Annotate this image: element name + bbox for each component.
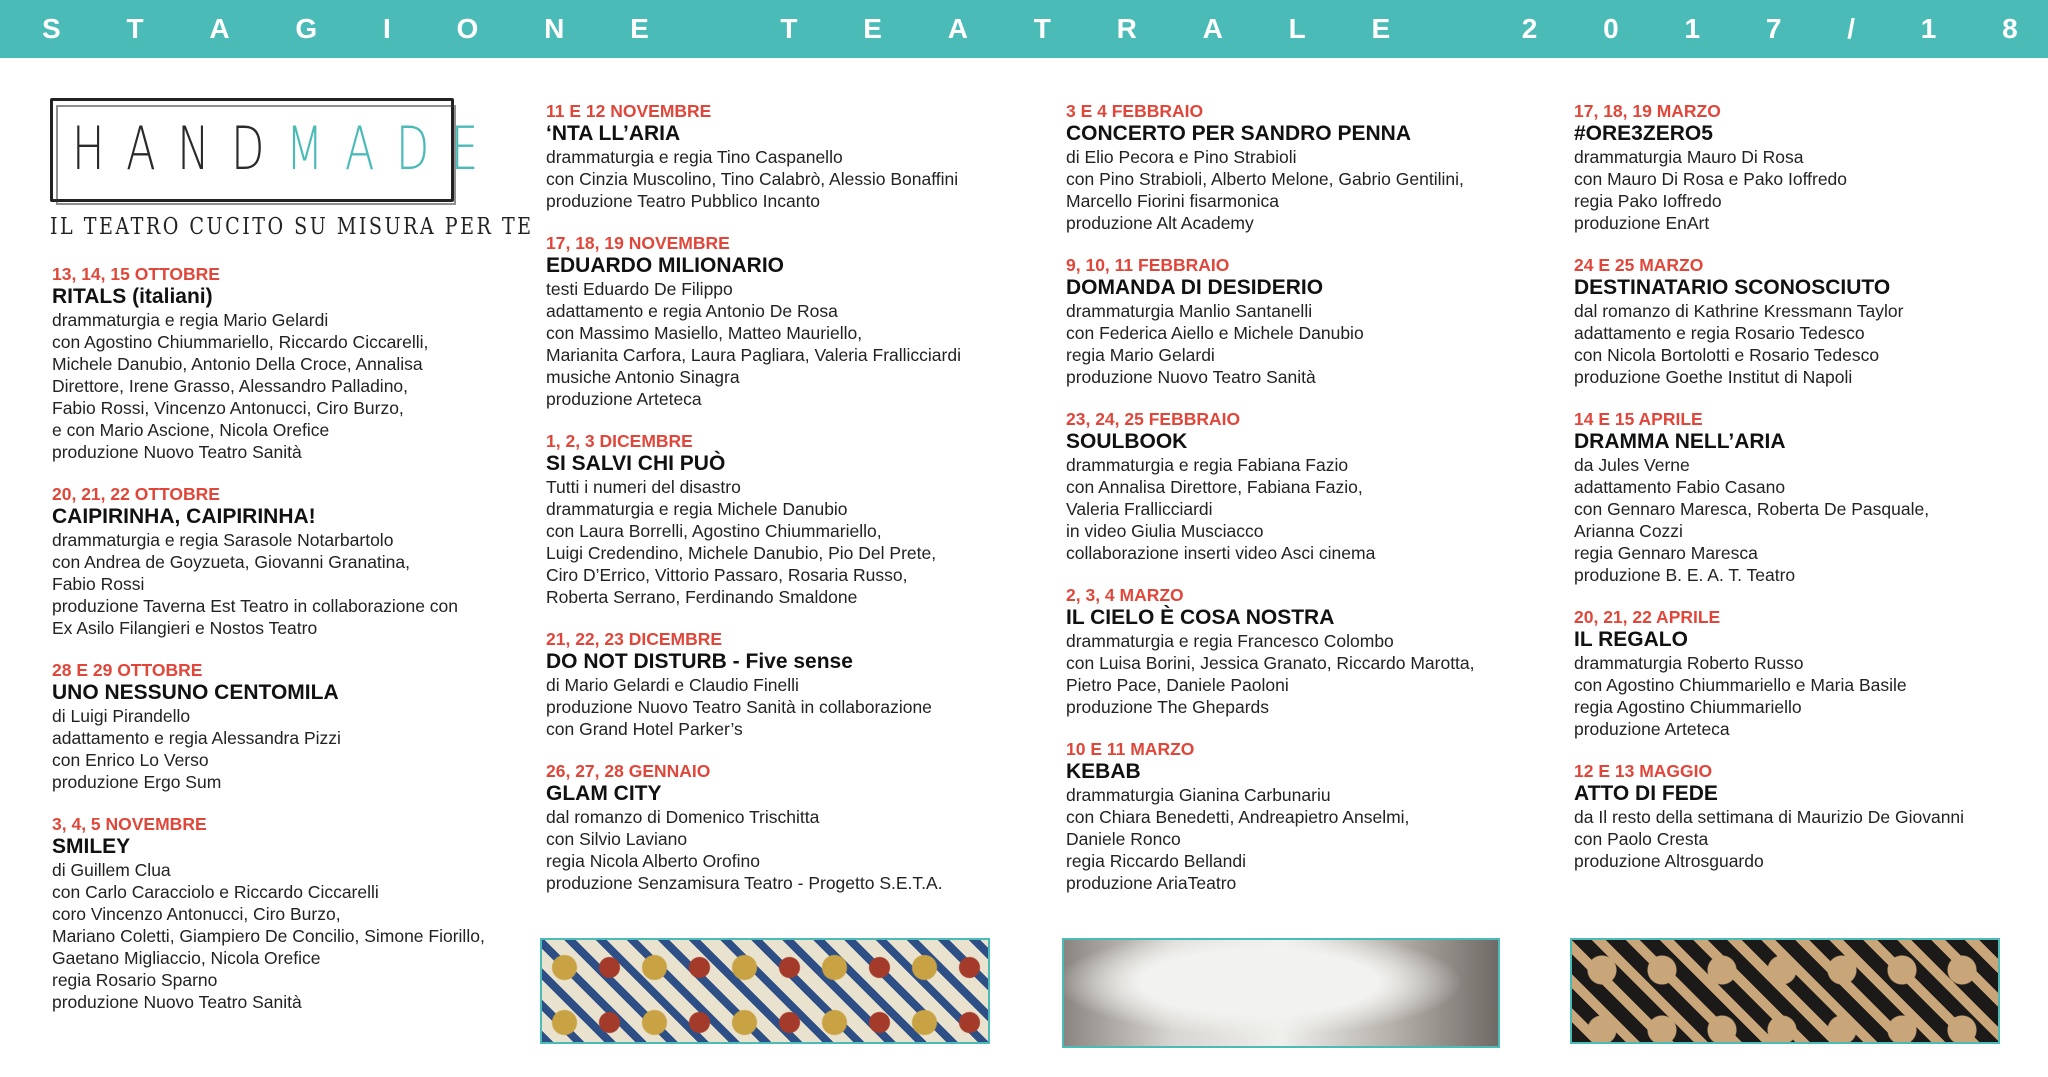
show-credit-line: di Elio Pecora e Pino Strabioli xyxy=(1066,147,1297,167)
show-title: SOULBOOK xyxy=(1066,430,1188,453)
show-entry xyxy=(546,760,1016,894)
show-credit-line: produzione Ergo Sum xyxy=(52,772,222,792)
show-credit-line: con Chiara Benedetti, Andreapietro Anselmi, xyxy=(1066,807,1410,827)
show-credit-line: dal romanzo di Domenico Trischitta xyxy=(546,807,820,827)
show-date: 26, 27, 28 GENNAIO xyxy=(546,761,711,781)
banner-letter: 0 xyxy=(1603,13,1619,44)
banner-letter: 2 xyxy=(1521,13,1538,44)
show-entry xyxy=(546,232,1016,410)
show-credit-line: con Andrea de Goyzueta, Giovanni Granatina, xyxy=(52,552,411,572)
show-credit-line: Marianita Carfora, Laura Pagliara, Valeria Frallicciardi xyxy=(546,345,961,365)
show-credit-line: regia Rosario Sparno xyxy=(52,970,218,990)
show-credit-line: e con Mario Ascione, Nicola Orefice xyxy=(52,420,330,440)
show-title: DO NOT DISTURB - Five sense xyxy=(546,650,853,673)
show-credit-line: produzione The Ghepards xyxy=(1066,697,1270,717)
show-credit-line: produzione Senzamisura Teatro - Progetto S.E.T.A. xyxy=(546,873,943,893)
banner-letter: E xyxy=(863,13,882,44)
show-credit-line: produzione AriaTeatro xyxy=(1066,873,1237,893)
banner-letter: A xyxy=(209,13,230,44)
season-banner xyxy=(0,0,2048,58)
show-date: 9, 10, 11 FEBBRAIO xyxy=(1066,255,1230,275)
banner-letter: A xyxy=(947,13,968,44)
show-credit-line: da Il resto della settimana di Maurizio De Giovanni xyxy=(1574,807,1965,827)
show-credit-line: dal romanzo di Kathrine Kressmann Taylor xyxy=(1574,301,1904,321)
show-entry xyxy=(546,100,1016,212)
program-column-4 xyxy=(1574,100,2044,892)
show-credit-line: con Cinzia Muscolino, Tino Calabrò, Alessio Bonaffini xyxy=(546,169,959,189)
show-entry xyxy=(52,263,522,463)
show-entry xyxy=(1574,100,2044,234)
show-title: EDUARDO MILIONARIO xyxy=(546,254,784,277)
show-credit-line: drammaturgia e regia Tino Caspanello xyxy=(546,147,843,167)
show-credit-line: drammaturgia e regia Mario Gelardi xyxy=(52,310,329,330)
show-credit-line: con Agostino Chiummariello e Maria Basile xyxy=(1574,675,1907,695)
show-date: 14 E 15 APRILE xyxy=(1574,409,1703,429)
show-credit-line: con Nicola Bortolotti e Rosario Tedesco xyxy=(1574,345,1880,365)
show-credit-line: con Paolo Cresta xyxy=(1574,829,1709,849)
show-credit-line: Gaetano Migliaccio, Nicola Orefice xyxy=(52,948,321,968)
show-credit-line: adattamento Fabio Casano xyxy=(1574,477,1786,497)
show-credit-line: con Grand Hotel Parker’s xyxy=(546,719,743,739)
show-entry xyxy=(546,430,1016,608)
show-date: 11 E 12 NOVEMBRE xyxy=(546,101,712,121)
show-credit-line: Valeria Frallicciardi xyxy=(1066,499,1213,519)
show-credit-line: produzione Teatro Pubblico Incanto xyxy=(546,191,821,211)
show-credit-line: con Silvio Laviano xyxy=(546,829,688,849)
show-credit-line: coro Vincenzo Antonucci, Ciro Burzo, xyxy=(52,904,341,924)
show-title: DESTINATARIO SCONOSCIUTO xyxy=(1574,276,1891,299)
show-credit-line: drammaturgia e regia Sarasole Notarbartolo xyxy=(52,530,394,550)
show-credit-line: di Luigi Pirandello xyxy=(52,706,191,726)
show-credit-line: collaborazione inserti video Asci cinema xyxy=(1066,543,1376,563)
banner-letter: O xyxy=(456,13,479,44)
show-credit-line: con Carlo Caracciolo e Riccardo Ciccarelli xyxy=(52,882,379,902)
show-title: RITALS (italiani) xyxy=(52,285,213,308)
show-entry xyxy=(1574,254,2044,388)
show-credit-line: Pietro Pace, Daniele Paoloni xyxy=(1066,675,1289,695)
show-title: CONCERTO PER SANDRO PENNA xyxy=(1066,122,1411,145)
logo-word-hand: HAND xyxy=(72,114,287,184)
banner-letter: T xyxy=(1033,13,1051,44)
show-credit-line: produzione EnArt xyxy=(1574,213,1710,233)
show-credit-line: regia Pako Ioffredo xyxy=(1574,191,1722,211)
show-title: SMILEY xyxy=(52,835,131,858)
show-credit-line: Fabio Rossi, Vincenzo Antonucci, Ciro Burzo, xyxy=(52,398,404,418)
banner-letter: / xyxy=(1847,13,1855,44)
show-entry xyxy=(1066,254,1536,388)
show-credit-line: musiche Antonio Sinagra xyxy=(546,367,740,387)
program-column-1 xyxy=(52,263,522,1033)
banner-letter: E xyxy=(630,13,649,44)
show-title: DOMANDA DI DESIDERIO xyxy=(1066,276,1324,299)
show-title: IL REGALO xyxy=(1574,628,1688,651)
show-credit-line: produzione Taverna Est Teatro in collaborazione con xyxy=(52,596,459,616)
show-entry xyxy=(1066,100,1536,234)
show-credit-line: regia Mario Gelardi xyxy=(1066,345,1215,365)
show-credit-line: produzione Nuovo Teatro Sanità xyxy=(1066,367,1316,387)
show-entry xyxy=(1574,408,2044,586)
show-entry xyxy=(546,628,1016,740)
show-credit-line: regia Agostino Chiummariello xyxy=(1574,697,1802,717)
banner-letter: E xyxy=(1371,13,1391,44)
show-credit-line: Direttore, Irene Grasso, Alessandro Palladino, xyxy=(52,376,409,396)
show-date: 17, 18, 19 MARZO xyxy=(1574,101,1721,121)
show-credit-line: drammaturgia e regia Michele Danubio xyxy=(546,499,848,519)
show-title: ATTO DI FEDE xyxy=(1574,782,1718,805)
show-credit-line: produzione Arteteca xyxy=(546,389,702,409)
show-credit-line: drammaturgia Roberto Russo xyxy=(1574,653,1804,673)
show-date: 17, 18, 19 NOVEMBRE xyxy=(546,233,730,253)
season-title xyxy=(42,9,2018,49)
logo-word-made: MADE xyxy=(286,114,500,184)
majolica-tiles-photo xyxy=(540,938,990,1044)
show-date: 20, 21, 22 OTTOBRE xyxy=(52,484,220,504)
statue-photo xyxy=(1062,938,1500,1048)
show-date: 1, 2, 3 DICEMBRE xyxy=(546,431,693,451)
logo-tagline: IL TEATRO CUCITO SU MISURA PER TE xyxy=(50,214,534,240)
show-date: 10 E 11 MARZO xyxy=(1066,739,1195,759)
show-credit-line: Roberta Serrano, Ferdinando Smaldone xyxy=(546,587,858,607)
show-credit-line: con Pino Strabioli, Alberto Melone, Gabrio Gentilini, xyxy=(1066,169,1464,189)
show-credit-line: Marcello Fiorini fisarmonica xyxy=(1066,191,1279,211)
banner-letter: 1 xyxy=(1684,13,1701,44)
show-credit-line: in video Giulia Musciacco xyxy=(1066,521,1264,541)
show-credit-line: di Guillem Clua xyxy=(52,860,171,880)
show-title: DRAMMA NELL’ARIA xyxy=(1574,430,1786,453)
show-date: 24 E 25 MARZO xyxy=(1574,255,1704,275)
show-date: 2, 3, 4 MARZO xyxy=(1066,585,1184,605)
show-credit-line: con Luisa Borini, Jessica Granato, Riccardo Marotta, xyxy=(1066,653,1475,673)
show-entry xyxy=(1066,408,1536,564)
show-credit-line: produzione Nuovo Teatro Sanità xyxy=(52,442,302,462)
show-credit-line: produzione Arteteca xyxy=(1574,719,1730,739)
show-credit-line: con Laura Borrelli, Agostino Chiummariello, xyxy=(546,521,882,541)
show-title: UNO NESSUNO CENTOMILA xyxy=(52,681,339,704)
show-credit-line: adattamento e regia Alessandra Pizzi xyxy=(52,728,341,748)
show-credit-line: con Massimo Masiello, Matteo Mauriello, xyxy=(546,323,863,343)
banner-letter: N xyxy=(544,13,565,44)
show-credit-line: Tutti i numeri del disastro xyxy=(546,477,741,497)
program-column-3 xyxy=(1066,100,1536,914)
handmade-logo xyxy=(50,98,500,206)
banner-letter: G xyxy=(295,13,318,44)
show-title: GLAM CITY xyxy=(546,782,662,805)
show-credit-line: drammaturgia Mauro Di Rosa xyxy=(1574,147,1804,167)
show-credit-line: di Mario Gelardi e Claudio Finelli xyxy=(546,675,799,695)
show-entry xyxy=(1574,760,2044,872)
banner-letter: 8 xyxy=(2002,13,2018,44)
show-credit-line: produzione Alt Academy xyxy=(1066,213,1254,233)
show-credit-line: Luigi Credendino, Michele Danubio, Pio Del Prete, xyxy=(546,543,937,563)
show-title: ‘NTA LL’ARIA xyxy=(546,122,681,145)
show-date: 3, 4, 5 NOVEMBRE xyxy=(52,814,207,834)
show-entry xyxy=(52,659,522,793)
show-credit-line: Ex Asilo Filangieri e Nostos Teatro xyxy=(52,618,318,638)
show-title: SI SALVI CHI PUÒ xyxy=(546,452,726,475)
show-credit-line: adattamento e regia Rosario Tedesco xyxy=(1574,323,1865,343)
show-entry xyxy=(52,813,522,1013)
show-date: 21, 22, 23 DICEMBRE xyxy=(546,629,723,649)
banner-letter: R xyxy=(1116,13,1137,44)
banner-letter: 7 xyxy=(1765,13,1782,44)
show-title: CAIPIRINHA, CAIPIRINHA! xyxy=(52,505,316,528)
banner-letter: S xyxy=(42,13,61,44)
banner-letter: 1 xyxy=(1920,13,1937,44)
show-date: 12 E 13 MAGGIO xyxy=(1574,761,1713,781)
show-credit-line: da Jules Verne xyxy=(1574,455,1690,475)
banner-letter: I xyxy=(382,13,391,44)
banner-letter: L xyxy=(1288,13,1306,44)
show-credit-line: drammaturgia e regia Fabiana Fazio xyxy=(1066,455,1349,475)
show-credit-line: produzione Nuovo Teatro Sanità xyxy=(52,992,302,1012)
show-entry xyxy=(1066,738,1536,894)
show-credit-line: regia Nicola Alberto Orofino xyxy=(546,851,760,871)
show-entry xyxy=(1574,606,2044,740)
show-credit-line: drammaturgia e regia Francesco Colombo xyxy=(1066,631,1394,651)
show-credit-line: produzione Goethe Institut di Napoli xyxy=(1574,367,1853,387)
show-entry xyxy=(52,483,522,639)
show-credit-line: Ciro D’Errico, Vittorio Passaro, Rosaria Russo, xyxy=(546,565,908,585)
show-credit-line: produzione Nuovo Teatro Sanità in collaborazione xyxy=(546,697,932,717)
show-date: 20, 21, 22 APRILE xyxy=(1574,607,1721,627)
banner-letter: T xyxy=(126,13,144,44)
show-date: 28 E 29 OTTOBRE xyxy=(52,660,203,680)
show-title: #ORE3ZERO5 xyxy=(1574,122,1713,145)
show-credit-line: con Mauro Di Rosa e Pako Ioffredo xyxy=(1574,169,1848,189)
logo-wordmark xyxy=(72,112,500,186)
show-date: 13, 14, 15 OTTOBRE xyxy=(52,264,220,284)
show-credit-line: con Agostino Chiummariello, Riccardo Ciccarelli, xyxy=(52,332,429,352)
show-credit-line: produzione B. E. A. T. Teatro xyxy=(1574,565,1796,585)
show-credit-line: Arianna Cozzi xyxy=(1574,521,1683,541)
show-title: KEBAB xyxy=(1066,760,1141,783)
banner-letter: T xyxy=(780,13,798,44)
show-credit-line: Michele Danubio, Antonio Della Croce, Annalisa xyxy=(52,354,423,374)
show-credit-line: regia Riccardo Bellandi xyxy=(1066,851,1246,871)
lattice-photo xyxy=(1570,938,2000,1044)
show-date: 3 E 4 FEBBRAIO xyxy=(1066,101,1204,121)
show-credit-line: con Annalisa Direttore, Fabiana Fazio, xyxy=(1066,477,1363,497)
show-title: IL CIELO È COSA NOSTRA xyxy=(1066,606,1335,629)
show-credit-line: Fabio Rossi xyxy=(52,574,145,594)
show-credit-line: testi Eduardo De Filippo xyxy=(546,279,733,299)
show-credit-line: con Federica Aiello e Michele Danubio xyxy=(1066,323,1364,343)
program-column-2 xyxy=(546,100,1016,914)
show-credit-line: Daniele Ronco xyxy=(1066,829,1181,849)
banner-letter: A xyxy=(1202,13,1223,44)
show-credit-line: Mariano Coletti, Giampiero De Concilio, Simone Fiorillo, xyxy=(52,926,485,946)
show-credit-line: con Gennaro Maresca, Roberta De Pasquale, xyxy=(1574,499,1930,519)
show-entry xyxy=(1066,584,1536,718)
show-credit-line: drammaturgia Gianina Carbunariu xyxy=(1066,785,1331,805)
show-credit-line: regia Gennaro Maresca xyxy=(1574,543,1758,563)
show-date: 23, 24, 25 FEBBRAIO xyxy=(1066,409,1241,429)
show-credit-line: adattamento e regia Antonio De Rosa xyxy=(546,301,838,321)
show-credit-line: produzione Altrosguardo xyxy=(1574,851,1764,871)
show-credit-line: con Enrico Lo Verso xyxy=(52,750,209,770)
show-credit-line: drammaturgia Manlio Santanelli xyxy=(1066,301,1313,321)
